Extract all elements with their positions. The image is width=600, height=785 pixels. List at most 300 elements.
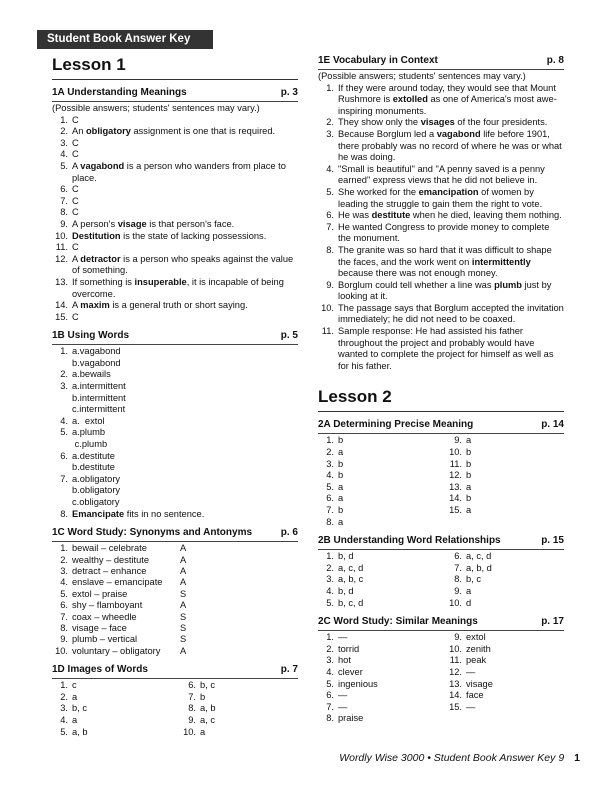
section-page: p. 5 xyxy=(280,330,298,342)
answer-list xyxy=(318,632,446,725)
item-number: 8. xyxy=(188,703,196,714)
item-answer: The passage says that Borglum accepted the invitation immediately; he did not need to be coaxed. xyxy=(338,302,564,325)
item-number: 4. xyxy=(326,666,334,677)
answer-item xyxy=(52,416,298,428)
answer-item xyxy=(52,381,298,416)
answer-item xyxy=(446,470,564,482)
item-number: 13. xyxy=(449,678,462,689)
item-answer: C xyxy=(72,195,79,206)
item-answer: — xyxy=(466,666,476,677)
section-2a-header xyxy=(318,418,564,434)
section-title: 1E Vocabulary in Context xyxy=(318,55,438,66)
item-number: 12. xyxy=(55,253,68,264)
item-number: 2. xyxy=(60,369,68,380)
item-answer: Emancipate fits in no sentence. xyxy=(72,508,205,519)
item-number: 7. xyxy=(326,221,334,232)
item-answer: b, d xyxy=(338,585,354,596)
answer-item xyxy=(446,632,564,644)
item-number: 2. xyxy=(60,554,68,565)
answer-item xyxy=(318,303,564,326)
item-answer: a xyxy=(466,585,472,596)
answer-item xyxy=(318,245,564,280)
item-number: 4. xyxy=(60,415,68,426)
item-answer: — xyxy=(338,632,348,643)
item-number: 6. xyxy=(60,450,68,461)
section-1d xyxy=(52,663,298,738)
answer-item xyxy=(318,447,446,459)
item-answer: torrid xyxy=(338,643,360,654)
item-number: 9. xyxy=(454,585,462,596)
item-answer: She worked for the emancipation of women by leading the struggle to gain them the right to vote. xyxy=(338,186,543,209)
answer-item xyxy=(52,680,180,692)
item-answer: b xyxy=(338,470,344,481)
answer-item xyxy=(52,346,298,369)
section-note: (Possible answers; students' sentences may vary.) xyxy=(52,103,260,113)
item-answer: "Small is beautiful" and "A penny saved is a penny earned" express views that he did not believe in. xyxy=(338,163,545,186)
answer-item xyxy=(52,138,298,150)
answer-item xyxy=(52,242,298,254)
item-number: 10. xyxy=(183,726,196,737)
item-number: 13. xyxy=(449,481,462,492)
item-answer: Borglum could tell whether a line was plumb just by looking at it. xyxy=(338,279,552,302)
answer-list xyxy=(446,435,564,528)
item-answer: Sample response: He had assisted his father throughout the project and probably would have wanted to complete the project for himself as well as for his father. xyxy=(338,326,554,371)
answer-item xyxy=(446,435,564,447)
lesson-2-title: Lesson 2 xyxy=(318,386,564,412)
answer-item xyxy=(318,493,446,505)
answer-item xyxy=(52,115,298,127)
relation-letter: A xyxy=(180,645,187,656)
item-number: 3. xyxy=(326,574,334,585)
answer-item xyxy=(318,222,564,245)
item-number: 6. xyxy=(326,690,334,701)
item-answer: A person's visage is that person's face. xyxy=(72,218,235,229)
item-answer: b xyxy=(338,435,344,446)
relation-letter: S xyxy=(180,611,187,622)
item-number: 5. xyxy=(60,160,68,171)
answer-item xyxy=(318,517,446,529)
answer-item xyxy=(52,300,298,312)
item-number: 3. xyxy=(326,128,334,139)
item-answer: a, c, d xyxy=(466,551,492,562)
item-number: 5. xyxy=(60,427,68,438)
section-page: p. 15 xyxy=(541,535,564,547)
word-pair: enslave – emancipate xyxy=(72,577,163,588)
answer-list xyxy=(318,551,446,609)
section-page: p. 6 xyxy=(280,527,298,539)
synonym-antonym-row xyxy=(52,612,298,623)
item-answer: a xyxy=(466,481,472,492)
two-column-answers xyxy=(318,632,564,725)
answer-item xyxy=(446,551,564,563)
item-number: 9. xyxy=(326,279,334,290)
item-number: 8. xyxy=(60,508,68,519)
footer-text: Wordly Wise 3000 • Student Book Answer Key 9 xyxy=(339,752,565,764)
item-answer: — xyxy=(338,701,348,712)
item-answer: b xyxy=(466,470,472,481)
item-number: 14. xyxy=(449,493,462,504)
item-number: 14. xyxy=(55,300,68,311)
answer-item xyxy=(52,474,298,509)
left-column xyxy=(52,54,298,738)
answer-item xyxy=(446,574,564,586)
item-answer: b, c xyxy=(200,680,215,691)
item-number: 12. xyxy=(449,666,462,677)
section-page: p. 17 xyxy=(541,616,564,628)
item-answer: a.vagabond b.vagabond xyxy=(72,346,121,368)
section-page: p. 3 xyxy=(280,87,298,98)
item-number: 8. xyxy=(326,713,334,724)
item-number: 7. xyxy=(60,611,68,622)
item-number: 6. xyxy=(188,680,196,691)
item-answer: hot xyxy=(338,655,351,666)
item-number: 7. xyxy=(454,562,462,573)
word-pair: visage – face xyxy=(72,623,127,634)
item-answer: praise xyxy=(338,713,364,724)
item-answer: A vagabond is a person who wanders from place to place. xyxy=(72,160,286,183)
item-answer: a.destitute b.destitute xyxy=(72,450,115,473)
item-answer: b xyxy=(338,458,344,469)
synonym-antonym-row xyxy=(52,623,298,634)
section-1a xyxy=(52,86,298,323)
relation-letter: S xyxy=(180,623,187,634)
item-answer: a, b, d xyxy=(466,562,492,573)
item-number: 1. xyxy=(60,543,68,554)
answer-item xyxy=(318,655,446,667)
right-column xyxy=(318,54,564,725)
answer-list xyxy=(180,680,298,738)
answer-item xyxy=(52,126,298,138)
item-number: 13. xyxy=(55,276,68,287)
answer-item xyxy=(446,702,564,714)
item-number: 2. xyxy=(60,126,68,137)
item-number: 6. xyxy=(60,184,68,195)
answer-item xyxy=(446,655,564,667)
section-1c xyxy=(52,526,298,657)
item-number: 8. xyxy=(454,574,462,585)
item-answer: a.obligatory b.obligatory c.obligatory xyxy=(72,473,121,507)
item-number: 9. xyxy=(60,218,68,229)
item-number: 15. xyxy=(449,701,462,712)
answer-item xyxy=(446,679,564,691)
word-pair: coax – wheedle xyxy=(72,611,137,622)
section-page: p. 7 xyxy=(280,664,298,676)
answer-item xyxy=(180,703,298,715)
answer-item xyxy=(52,312,298,324)
item-answer: — xyxy=(338,690,348,701)
item-answer: a xyxy=(338,481,344,492)
answer-list xyxy=(446,551,564,609)
item-number: 3. xyxy=(60,381,68,392)
two-column-answers xyxy=(318,435,564,528)
item-number: 1. xyxy=(326,435,334,446)
item-number: 1. xyxy=(326,632,334,643)
answer-list xyxy=(446,632,564,725)
page-number: 1 xyxy=(574,752,580,764)
item-number: 2. xyxy=(326,643,334,654)
answer-item xyxy=(52,196,298,208)
item-number: 9. xyxy=(454,435,462,446)
section-2a xyxy=(318,418,564,528)
answer-item xyxy=(180,727,298,739)
item-answer: — xyxy=(466,701,476,712)
answer-item xyxy=(52,219,298,231)
synonym-antonym-row xyxy=(52,543,298,554)
relation-letter: S xyxy=(180,588,187,599)
item-number: 4. xyxy=(60,149,68,160)
item-answer: a xyxy=(466,435,472,446)
item-answer: b xyxy=(466,458,472,469)
item-number: 7. xyxy=(60,473,68,484)
item-number: 8. xyxy=(60,623,68,634)
answer-item xyxy=(446,459,564,471)
item-answer: C xyxy=(72,149,79,160)
answer-item xyxy=(318,117,564,129)
section-2b xyxy=(318,534,564,609)
item-number: 1. xyxy=(60,346,68,357)
word-pair: detract – enhance xyxy=(72,566,147,576)
answer-item xyxy=(318,435,446,447)
item-number: 8. xyxy=(60,207,68,218)
item-number: 10. xyxy=(55,645,68,656)
two-column-answers xyxy=(52,680,298,738)
item-answer: a xyxy=(338,447,344,458)
synonym-antonym-row xyxy=(52,646,298,657)
item-number: 6. xyxy=(326,210,334,221)
item-number: 5. xyxy=(60,588,68,599)
item-answer: extol xyxy=(466,632,486,643)
item-number: 3. xyxy=(60,703,68,714)
item-answer: b, c, d xyxy=(338,597,364,608)
answer-item xyxy=(446,586,564,598)
answer-item xyxy=(52,149,298,161)
answer-item xyxy=(52,254,298,277)
item-answer: a. extol xyxy=(72,415,105,426)
item-answer: An obligatory assignment is one that is required. xyxy=(72,126,276,137)
item-number: 11. xyxy=(449,655,462,666)
section-1a-header xyxy=(52,86,298,102)
item-number: 11. xyxy=(55,242,68,253)
answer-item xyxy=(52,369,298,381)
answer-list xyxy=(52,115,298,324)
relation-letter: A xyxy=(180,543,187,554)
answer-item xyxy=(318,459,446,471)
item-answer: The granite was so hard that it was difficult to shape the faces, and the work went on intermittently because there was not enough money. xyxy=(338,244,552,279)
section-1e xyxy=(318,54,564,372)
item-number: 2. xyxy=(326,447,334,458)
answer-item xyxy=(318,586,446,598)
section-page: p. 8 xyxy=(546,55,564,66)
answer-list xyxy=(52,346,298,520)
section-2b-header xyxy=(318,534,564,550)
answer-item xyxy=(318,83,564,118)
relation-letter: A xyxy=(180,600,187,611)
answer-item xyxy=(446,690,564,702)
synonym-antonym-row xyxy=(52,566,298,577)
answer-item xyxy=(318,280,564,303)
section-title: 1D Images of Words xyxy=(52,664,148,676)
word-pair: shy – flamboyant xyxy=(72,600,143,611)
item-answer: If something is insuperable, it is incapable of being overcome. xyxy=(72,276,284,299)
two-column-answers xyxy=(318,551,564,609)
item-number: 6. xyxy=(454,551,462,562)
answer-list xyxy=(318,83,564,373)
item-number: 6. xyxy=(60,600,68,611)
answer-item xyxy=(446,447,564,459)
item-answer: d xyxy=(466,597,472,608)
item-number: 14. xyxy=(449,690,462,701)
item-number: 3. xyxy=(60,137,68,148)
item-answer: C xyxy=(72,137,79,148)
answer-item xyxy=(52,692,180,704)
header-banner: Student Book Answer Key xyxy=(37,30,213,49)
answer-item xyxy=(52,727,180,739)
item-number: 5. xyxy=(326,186,334,197)
item-number: 5. xyxy=(60,726,68,737)
answer-item xyxy=(52,277,298,300)
item-answer: a, b xyxy=(72,726,88,737)
answer-item xyxy=(318,129,564,164)
item-answer: a xyxy=(338,493,344,504)
section-1e-header xyxy=(318,54,564,70)
answer-list xyxy=(52,680,180,738)
synonym-antonym-row xyxy=(52,577,298,588)
item-answer: C xyxy=(72,242,79,253)
item-answer: He wanted Congress to provide money to complete the monument. xyxy=(338,221,550,244)
answer-item xyxy=(318,644,446,656)
answer-item xyxy=(446,493,564,505)
item-number: 5. xyxy=(326,678,334,689)
item-answer: b xyxy=(200,691,206,702)
relation-letter: A xyxy=(180,554,187,565)
item-number: 4. xyxy=(326,163,334,174)
item-number: 4. xyxy=(326,470,334,481)
answer-item xyxy=(52,231,298,243)
section-1b xyxy=(52,329,298,520)
relation-letter: A xyxy=(180,577,187,588)
item-number: 10. xyxy=(449,643,462,654)
answer-item xyxy=(318,667,446,679)
item-number: 7. xyxy=(326,505,334,515)
word-pair: bewail – celebrate xyxy=(72,543,147,554)
answer-item xyxy=(180,715,298,727)
section-2c xyxy=(318,615,564,725)
item-number: 7. xyxy=(188,691,196,702)
answer-item xyxy=(318,632,446,644)
item-number: 1. xyxy=(326,82,334,93)
section-title: 2A Determining Precise Meaning xyxy=(318,419,474,431)
answer-item xyxy=(446,482,564,494)
item-answer: A detractor is a person who speaks against the value of something. xyxy=(72,253,294,276)
word-pair: extol – praise xyxy=(72,588,128,599)
lesson-1-title: Lesson 1 xyxy=(52,54,298,80)
answer-item xyxy=(446,563,564,575)
item-number: 4. xyxy=(60,715,68,726)
section-title: 1B Using Words xyxy=(52,330,130,342)
item-number: 3. xyxy=(326,458,334,469)
answer-item xyxy=(446,644,564,656)
item-answer: a, c xyxy=(200,715,215,726)
item-number: 1. xyxy=(60,680,68,691)
answer-list xyxy=(318,435,446,528)
item-answer: peak xyxy=(466,655,487,666)
item-number: 3. xyxy=(60,566,68,576)
relation-letter: S xyxy=(180,634,187,645)
item-answer: a, b, c xyxy=(338,574,364,585)
answer-item xyxy=(318,563,446,575)
synonym-antonym-row xyxy=(52,555,298,566)
answer-item xyxy=(180,692,298,704)
answer-item xyxy=(318,598,446,610)
item-number: 2. xyxy=(326,117,334,128)
answer-item xyxy=(446,598,564,610)
word-pair: plumb – vertical xyxy=(72,634,138,645)
item-number: 1. xyxy=(326,551,334,562)
item-answer: c xyxy=(72,680,77,691)
item-answer: They show only the visages of the four presidents. xyxy=(338,117,548,128)
item-number: 10. xyxy=(55,230,68,241)
item-answer: a, b xyxy=(200,703,216,714)
item-answer: b xyxy=(338,505,344,515)
item-answer: If they were around today, they would see that Mount Rushmore is extolled as one of America's most awe-inspiring monuments. xyxy=(338,82,557,116)
item-number: 5. xyxy=(326,481,334,492)
synonym-antonym-row xyxy=(52,589,298,600)
item-number: 9. xyxy=(60,634,68,645)
answer-item xyxy=(318,164,564,187)
answer-item xyxy=(318,210,564,222)
item-number: 15. xyxy=(55,311,68,322)
answer-item xyxy=(52,207,298,219)
item-number: 1. xyxy=(60,114,68,125)
item-answer: a, c, d xyxy=(338,562,364,573)
answer-item xyxy=(318,470,446,482)
item-number: 10. xyxy=(449,447,462,458)
answer-item xyxy=(52,715,180,727)
answer-item xyxy=(318,690,446,702)
item-number: 6. xyxy=(326,493,334,504)
item-number: 2. xyxy=(60,691,68,702)
item-answer: clever xyxy=(338,666,363,677)
item-answer: a.bewails xyxy=(72,369,111,380)
item-answer: a.intermittent b.intermittent c.intermittent xyxy=(72,381,126,415)
section-title: 2C Word Study: Similar Meanings xyxy=(318,616,478,628)
answer-list xyxy=(52,543,298,657)
answer-item xyxy=(318,326,564,372)
item-number: 9. xyxy=(454,632,462,643)
relation-letter: A xyxy=(180,566,187,576)
item-answer: ingenious xyxy=(338,678,378,689)
item-answer: C xyxy=(72,114,79,125)
item-number: 5. xyxy=(326,597,334,608)
section-1c-header xyxy=(52,526,298,542)
answer-item xyxy=(180,680,298,692)
item-number: 10. xyxy=(449,597,462,608)
answer-item xyxy=(52,427,298,450)
item-number: 2. xyxy=(326,562,334,573)
answer-item xyxy=(52,703,180,715)
item-answer: a.plumb c.plumb xyxy=(72,427,108,450)
answer-item xyxy=(318,187,564,210)
section-title: 1C Word Study: Synonyms and Antonyms xyxy=(52,527,253,539)
item-answer: C xyxy=(72,184,79,195)
item-number: 3. xyxy=(326,655,334,666)
section-title: 2B Understanding Word Relationships xyxy=(318,535,501,547)
answer-item xyxy=(318,702,446,714)
item-answer: C xyxy=(72,311,79,322)
answer-item xyxy=(446,667,564,679)
answer-item xyxy=(318,551,446,563)
item-number: 11. xyxy=(321,326,334,337)
